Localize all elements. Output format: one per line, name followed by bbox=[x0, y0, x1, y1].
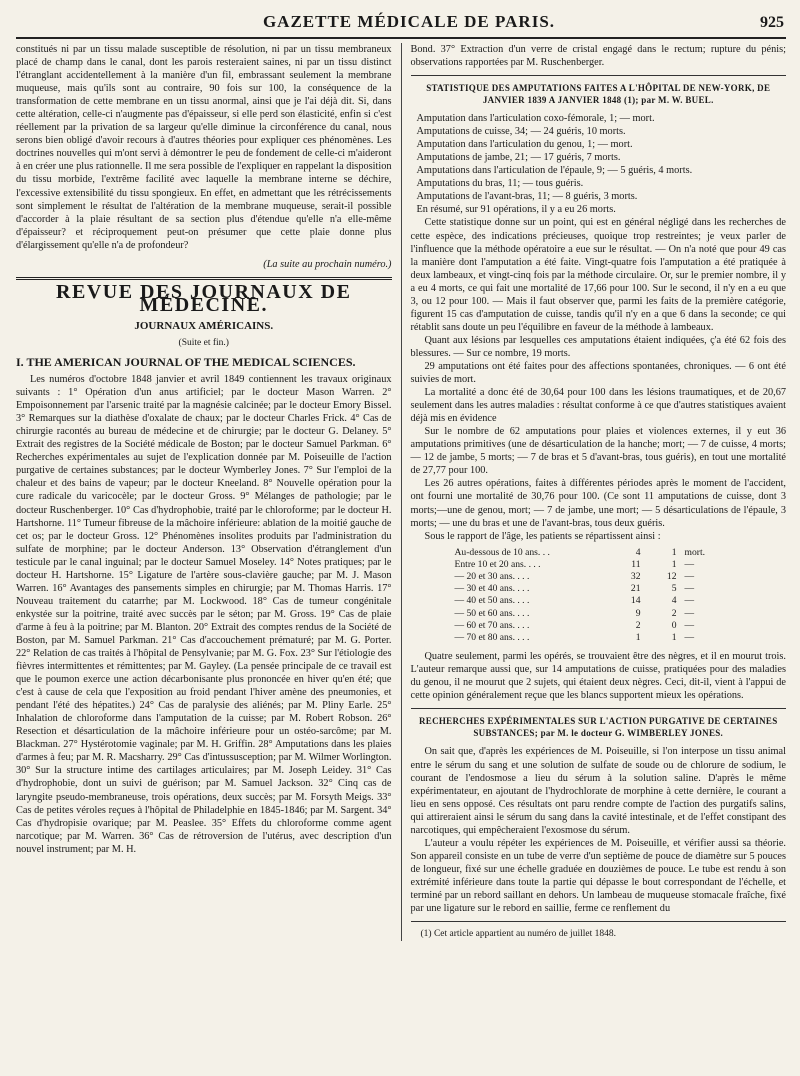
paragraph: Sous le rapport de l'âge, les patients se répartissent ainsi : bbox=[424, 530, 661, 542]
paragraph: Quant aux lésions par lesquelles ces amputations étaient indiquées, ç'a été 62 fois des blessures. — Sur ce nombre, 19 morts. bbox=[410, 334, 786, 359]
paragraph: Quatre seulement, parmi les opérés, se trouvaient être des nègres, et il en mourut trois. L'auteur remarque aussi que, sur 14 amputations de cuisse, pratiquées pour des maladies du genou, il ne mourut que 2 sujets, qui étaient deux nègres. Ceci, dit-il, vient à l'appui de cette opinion généralement reçue que les blancs supportent mieux les opérations. bbox=[410, 651, 786, 702]
stat-line: Amputations de l'avant-bras, 11; — 8 guéris, 3 morts. bbox=[416, 191, 638, 203]
recherches-heading: RECHERCHES EXPÉRIMENTALES SUR L'ACTION PURGATIVE DE CERTAINES SUBSTANCES; par M. le docteur G. WIMBERLEY JONES. bbox=[418, 716, 778, 739]
paragraph: Cette statistique donne sur un point, qui est en général négligé dans les recherches de cette espèce, des indications précieuses, quoique trop restreintes; je veux parler de l'influence que la méthode opératoire a eue sur le résultat. — On n'a noté que pour 49 cas la manière dont l'amputation a été faite. Vingt-quatre fois l'amputation a été pratiquée à deux lambeaux, et vingt-cinq fois par la méthode circulaire. Or, sur le premier nombre, il y a eu 4 morts, ce qui fait une mortalité de 17,66 pour 100. Sur le second, il n'y en a eu que 3, ou 12 pour 100. — Mais il faut observer que, parmi les faits de la première catégorie, figurent 15 cas d'amputation de cuisse, tandis qu'il n'y en a que 6 dans la seconde; ce qui rétablit sans doute un peu l'équilibre en faveur de la méthode à lambeaux. bbox=[410, 217, 786, 333]
stat-line: Amputation dans l'articulation du genou, 1; — mort. bbox=[416, 139, 633, 151]
stat-line: En résumé, sur 91 opérations, il y a eu 26 morts. bbox=[416, 204, 616, 216]
table-row: Au-dessous de 10 ans. . . 4 1 mort. bbox=[454, 546, 706, 558]
stat-line: Amputation dans l'articulation coxo-fémorale, 1; — mort. bbox=[416, 113, 655, 125]
journal-title: GAZETTE MÉDICALE DE PARIS. bbox=[262, 12, 556, 31]
columns bbox=[16, 43, 786, 941]
table-row: — 50 et 60 ans. . . . 9 2 — bbox=[454, 607, 695, 619]
intro-paragraph: constitués ni par un tissu malade susceptible de résolution, ni par un tissu membraneux placé de champ dans le canal, dont les parois resteraient saines, ni par un tissu distinct l'étranglant accidentellement à la manière d'un fil, embrassant seulement la membrane muqueuse, mais qu'ils sont au contraire, 90 fois sur 100, la conséquence de la transformation de cette membrane en un tissu anormal, ainsi que je l'ai déjà dit. Si, dans cette altération, celle-ci n'augmente pas d'épaisseur, si elle perd son élasticité, enfin si c'est réellement par la privation de sa largeur qu'elle diminue la circonférence du canal, nous serons bien obligé d'avoir recours à d'autres théories pour expliquer ces phénomènes. Les doctrines nouvelles qui m'ont servi à démontrer le peu de fondement de celle-ci m'aideront à en créer une plus rationnelle. Il me sera possible de l'expliquer en rappelant la disposition du tissu morbide, l'extrême facilité avec laquelle la membrane interne se déchire, l'excessive extensibilité du tissu spongieux. En effet, en admettant que les rétrécissements sont simplement le résultat de l'altération de la membrane muqueuse, serait-il possible d'accorder à la plaie résultant de sa section plus d'étendue qu'elle n'a elle-même d'épaisseur? et réciproquement peut-on présumer que cette plaie donne plus d'élargissement qu'elle n'a de profondeur? bbox=[16, 44, 392, 251]
table-row: Entre 10 et 20 ans. . . . 11 1 — bbox=[454, 558, 695, 570]
stat-heading: STATISTIQUE DES AMPUTATIONS FAITES A L'HÔPITAL DE NEW-YORK, DE JANVIER 1839 A JANVIER 1848 (1); par M. W. BUEL. bbox=[426, 83, 771, 106]
divider bbox=[411, 921, 787, 922]
suite-fin: (Suite et fin.) bbox=[178, 337, 229, 348]
paragraph: La mortalité a donc été de 30,64 pour 100 dans les lésions traumatiques, et de 20,67 seulement dans les autres maladies : résultat conforme à ce que d'autres statistiques avaient déjà mis en évidence bbox=[410, 387, 786, 425]
table-row: — 40 et 50 ans. . . . 14 4 — bbox=[454, 595, 695, 607]
divider bbox=[411, 708, 787, 709]
footnote: (1) Cet article appartient au numéro de juillet 1848. bbox=[420, 929, 616, 940]
table-row: — 60 et 70 ans. . . . 2 0 — bbox=[454, 619, 695, 631]
table-row: — 30 et 40 ans. . . . 21 5 — bbox=[454, 583, 695, 595]
table-row: — 20 et 30 ans. . . . 32 12 — bbox=[454, 571, 695, 583]
stat-line: Amputations dans l'articulation de l'épaule, 9; — 5 guéris, 4 morts. bbox=[416, 165, 693, 177]
page-number: 925 bbox=[760, 14, 784, 31]
paragraph: Sur le nombre de 62 amputations pour plaies et violences externes, il y eut 36 amputations primitives (une de désarticulation de la hanche; mort; — 7 de cuisse, 4 morts; — 12 de jambe, 5 morts; — 7 de bras et 5 d'avant-bras, tous guéris), en tout une mortalité de 27,77 pour 100. bbox=[410, 426, 786, 477]
paragraph: L'auteur a voulu répéter les expériences de M. Poiseuille, et vérifier aussi sa théorie. Son appareil consiste en un tube de verre d'un septième de pouce de diamètre sur 5 pouces de longueur, fixé sur une échelle graduée en douzièmes de pouce. Le tube est rendu à son extrémité inférieure dans toute la partie qui dépasse le bout correspondant de l'échelle, et terminé par un rebord saillant en dehors. Un lambeau de muqueuse stomacale fraîche, fixé par une ligature sur le rebord en saillie, ferme ce renflement du bbox=[410, 837, 786, 915]
left-column bbox=[16, 43, 402, 941]
section-divider bbox=[16, 277, 392, 280]
stat-line: Amputations du bras, 11; — tous guéris. bbox=[416, 178, 584, 190]
revue-title: REVUE DES JOURNAUX DE MÉDECINE. bbox=[56, 280, 352, 316]
paragraph: 29 amputations ont été faites pour des affections spontanées, chroniques. — 6 ont été suivies de mort. bbox=[410, 360, 786, 386]
stat-line: Amputations de cuisse, 34; — 24 guéris, 10 morts. bbox=[416, 126, 626, 138]
paragraph: On sait que, d'après les expériences de M. Poiseuille, si l'on interpose un tissu animal entre le sérum du sang et une solution de sulfate de soude ou de chlorure de sodium, le courant de l'endosmose a lieu du sérum à la solution saline. D'après le même expérimentateur, en ajoutant de l'hydrochlorate de morphine à cette dernière, le courant a lieu en sens opposé. Ces résultats ont paru rendre compte de l'action des purgatifs salins, qui attireraient ainsi le sérum du sang dans la cavité intestinale, et de l'effet constipant des narcotiques, qui empêcheraient l'exosmose du sérum. bbox=[410, 746, 786, 836]
continuation-paragraph: Bond. 37° Extraction d'un verre de cristal engagé dans le rectum; rupture du pénis; observations rapportées par M. Ruschenberger. bbox=[410, 44, 786, 69]
stat-list bbox=[411, 112, 787, 216]
body-paragraph: Les numéros d'octobre 1848 janvier et avril 1849 contiennent les travaux originaux suivants : 1° Opération d'un anus artificiel; par le docteur Mason Warren. 2° Empoisonnement par l'arsenic traité par la magnésie calcinée; par le docteur Emory Bissel. 3° Remarques sur la diathèse d'oxalate de chaux; par le docteur Charles Frick. 4° Cas de chirurgie racontés au bureau de médecine et de chirurgie; par le docteur G. Delaney. 5° Extrait des registres de la Société médicale de Boston; par le docteur Samuel Parkman. 6° Recherches expérimentales au sujet de l'explication donnée par M. Poiseuille de l'action purgative de certaines substances; par le docteur Wymberley Jones. 7° Sur l'emploi de la chaleur et des bains de vapeur; par le docteur Kneeland. 8° Nouvelle opération pour la cure radicale du varicocèle; par le docteur Gross. 9° Mélanges de pathologie; par le docteur Ruschenberger. 10° Cas d'hydrophobie, traité par le chloroforme; par le docteur H. Hartshorne. 11° Tumeur fibreuse de la mâchoire inférieure: ablation de la moitié gauche de cet os; par le docteur Gross. 12° Phénomènes insolites produits par l'administration du sulfate de morphine; par le docteur Anderson. 13° Observation d'étranglement d'un testicule par le canal inguinal; par le docteur Samuel Moseley. 14° Notes pratiques; par le docteur H. Hartshorne. 15° Ligature de l'artère sous-clavière gauche; par M. J. Mason Warren. 16° Avantages des pansements simples en chirurgie; par M. Thomas Harris. 17° Nouveau traitement du catarrhe; par M. Lockwood. 18° Cas de tumeur congénitale enkystée sur la poitrine, traité avec succès par le séton; par M. Gross. 19° Cas de plaie d'arme à feu à la poitrine; par M. Blanton. 20° Extrait des comptes rendus de la Société de Boston, par M. Samuel Parkman. 21° Cas d'accouchement prématuré; par M. G. Porter. 22° Relation de cas traités à l'hôpital de Pensylvanie; par M. G. Fox. 23° Sur l'étiologie des fièvres intermittentes et rémittentes; par M. Gayley. (La pensée principale de ce travail est que le poumon exerce une action décarbonisante plus prononcée en hiver qu'en été; que c'est à cause de cela que l'exposition au froid pendant l'hiver amène des pneumonies, et pendant l'été des hépatites.) 24° Cas de paralysie des aliénés; par M. Pliny Earle. 25° Inhalation de chloroforme dans l'amputation de la cuisse; par M. Robert Robson. 26° Resection et désarticulation de la mâchoire inférieure pour un ostéo-sarcôme; par M. Blackman. 27° Hystérotomie vaginale; par M. H. Griffin. 28° Amputations dans les plaies d'armes à feu; par M. R. Macsharry. 29° Cas d'intussusception; par M. Wilmer Worlington. 30° Sur la structure intime des cartilages articulaires; par M. Joseph Leidey. 31° Cas d'hydrophobie, dont un suivi de guérison; par M. Samuel Jackson. 32° Cinq cas de laryngite pseudo-membraneuse, trois opérations, deux succès; par M. Forsyth Meigs. 33° Cas de petites véroles reçues à l'hôpital de Philadelphie en 1845-1846; par M. Sargent. 34° Cas d'hydropisie ovarique; par M. Peaslee. 35° Effets du chloroforme comme agent narcotique; par M. Warren. 36° Cas de rétroversion de l'utérus, avec description d'un nouvel instrument; par M. H. bbox=[16, 374, 392, 855]
age-table bbox=[451, 547, 710, 645]
page-header bbox=[16, 12, 786, 39]
stat-line: Amputations de jambe, 21; — 17 guéris, 7 morts. bbox=[416, 152, 621, 164]
table-row: — 70 et 80 ans. . . . 1 1 — bbox=[454, 632, 695, 644]
suite-note: (La suite au prochain numéro.) bbox=[263, 258, 392, 270]
paragraph: Les 26 autres opérations, faites à différentes périodes après le moment de l'accident, ont fourni une mortalité de 30,76 pour 100. (Ce sont 11 amputations de cuisse, dont 3 morts;—une de genou, mort; — 7 de jambe, une mort; — 5 désarticulations de l'épaule, 3 morts; — une du bras et une de l'avant-bras, tous deux guéris. bbox=[410, 478, 786, 529]
right-column bbox=[402, 43, 787, 941]
divider bbox=[411, 75, 787, 76]
section-title: I. THE AMERICAN JOURNAL OF THE MEDICAL SCIENCES. bbox=[16, 354, 356, 369]
journaux-subtitle: JOURNAUX AMÉRICAINS. bbox=[134, 319, 274, 332]
